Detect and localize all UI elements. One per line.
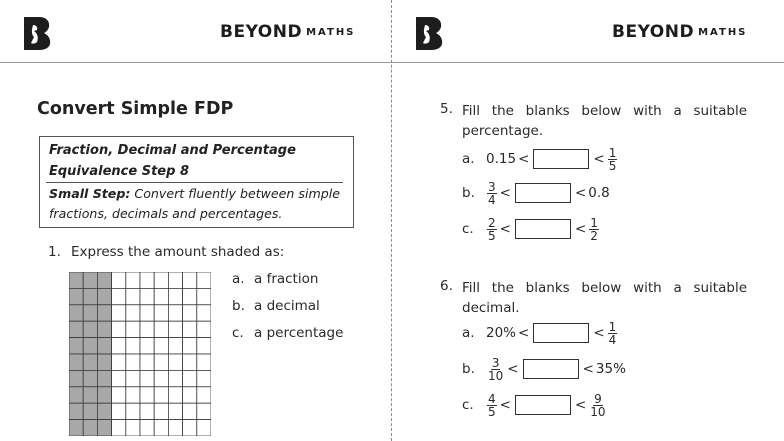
shaded-grid-cell [97, 354, 111, 370]
shaded-grid-cell [83, 305, 97, 321]
grid-cell [183, 387, 197, 403]
grid-cell [140, 338, 154, 354]
grid-cell [183, 370, 197, 386]
grid-cell [126, 387, 140, 403]
grid-cell [197, 403, 211, 419]
q5b-left-fraction [487, 181, 497, 206]
q5c-less-than: < [574, 221, 587, 237]
q5a-row [462, 147, 618, 171]
q6a-numerator: 1 [608, 319, 617, 334]
q1b-text: a decimal [254, 298, 320, 314]
grid-cell [154, 420, 168, 436]
grid-cell [183, 305, 197, 321]
grid-cell [168, 420, 182, 436]
grid-cell [197, 305, 211, 321]
small-step-label: Small Step: [49, 186, 131, 201]
grid-cell [140, 288, 154, 304]
grid-cell [112, 403, 126, 419]
grid-cell [197, 321, 211, 337]
grid-cell [140, 272, 154, 288]
grid-cell [197, 338, 211, 354]
shaded-grid-cell [97, 338, 111, 354]
shaded-grid-cell [69, 305, 83, 321]
grid-cell [154, 403, 168, 419]
grid-cell [168, 403, 182, 419]
shaded-grid-cell [69, 370, 83, 386]
q5c-denominator: 2 [590, 228, 598, 243]
grid-cell [183, 420, 197, 436]
q6b-right-value: 35% [595, 361, 626, 377]
q5a-less-than: < [593, 151, 605, 167]
brand-wordmark [612, 22, 747, 42]
q5a-answer-blank[interactable] [533, 149, 589, 169]
q6c-row [462, 393, 608, 417]
grid-cell [154, 272, 168, 288]
shaded-grid-cell [83, 387, 97, 403]
grid-cell [112, 272, 126, 288]
q5c-left-fraction [487, 217, 497, 242]
grid-cell [126, 305, 140, 321]
q6a-row [462, 321, 618, 345]
grid-cell [140, 305, 154, 321]
q6c-numerator: 9 [594, 391, 602, 406]
grid-cell [112, 387, 126, 403]
q1c-text: a percentage [254, 325, 344, 341]
q5a-left-value: 0.15 [486, 151, 517, 167]
grid-cell [168, 354, 182, 370]
shaded-grid-cell [83, 370, 97, 386]
q5c-right-fraction [589, 217, 599, 242]
grid-cell [197, 370, 211, 386]
shaded-grid-cell [83, 288, 97, 304]
page-divider [391, 0, 392, 441]
q5b-less-than: < [499, 185, 511, 201]
beyond-logo-icon [22, 16, 52, 50]
hundred-square-grid [69, 272, 211, 436]
grid-cell [183, 272, 197, 288]
grid-cell [112, 354, 126, 370]
shaded-grid-cell [97, 403, 111, 419]
q6b-letter: b. [462, 361, 475, 377]
brand-big-text: BEYOND [220, 22, 303, 42]
shaded-grid-cell [97, 272, 111, 288]
grid-cell [168, 288, 182, 304]
shaded-grid-cell [69, 403, 83, 419]
shaded-grid-cell [83, 272, 97, 288]
grid-cell [140, 420, 154, 436]
shaded-grid-cell [97, 305, 111, 321]
grid-cell [154, 338, 168, 354]
header-divider [0, 62, 784, 63]
q5c-answer-blank[interactable] [515, 219, 571, 239]
q6a-denominator: 4 [608, 332, 617, 347]
q6c-less-than: < [574, 397, 587, 413]
grid-cell [126, 420, 140, 436]
grid-cell [126, 403, 140, 419]
q5c-numerator: 2 [488, 215, 496, 230]
grid-cell [168, 338, 182, 354]
shaded-grid-cell [69, 354, 83, 370]
q1-text: Express the amount shaded as: [71, 244, 285, 260]
shaded-grid-cell [97, 288, 111, 304]
q5a-numerator: 1 [608, 145, 617, 160]
grid-cell [183, 403, 197, 419]
q6c-denominator: 5 [488, 404, 496, 419]
brand-small-text: MATHS [306, 27, 356, 38]
step-info-box [39, 136, 354, 228]
grid-cell [183, 321, 197, 337]
grid-cell [183, 354, 197, 370]
q1-number: 1. [48, 244, 61, 260]
q1a-text: a fraction [254, 271, 319, 287]
q5c-denominator: 5 [488, 228, 496, 243]
q6a-letter: a. [462, 325, 475, 341]
grid-cell [140, 321, 154, 337]
q6c-letter: c. [462, 397, 474, 413]
brand-small-text: MATHS [698, 27, 748, 38]
grid-cell [112, 321, 126, 337]
grid-cell [112, 288, 126, 304]
q6b-numerator: 3 [491, 355, 500, 370]
shaded-grid-cell [69, 338, 83, 354]
q5c-numerator: 1 [590, 215, 598, 230]
grid-cell [168, 370, 182, 386]
q5-text: Fill the blanks below with a suitable percentage. [462, 103, 747, 139]
q6c-denominator: 10 [590, 404, 606, 419]
q6a-less-than: < [518, 325, 530, 341]
small-step [49, 184, 354, 224]
grid-cell [112, 305, 126, 321]
grid-cell [197, 288, 211, 304]
q6a-left-value: 20% [486, 325, 517, 341]
q1c-letter: c. [232, 325, 244, 341]
q5b-numerator: 3 [488, 179, 496, 194]
shaded-grid-cell [83, 338, 97, 354]
q5b-letter: b. [462, 185, 475, 201]
grid-cell [183, 288, 197, 304]
q5b-row [462, 181, 610, 205]
shaded-grid-cell [83, 420, 97, 436]
grid-cell [126, 272, 140, 288]
grid-cell [154, 370, 168, 386]
shaded-grid-cell [69, 321, 83, 337]
q6c-left-fraction [487, 393, 497, 418]
small-step-text: Convert fluently between simple fractions, decimals and percentages. [49, 186, 340, 221]
q5b-right-value: 0.8 [588, 185, 610, 201]
grid-cell [112, 420, 126, 436]
grid-cell [183, 338, 197, 354]
q6b-row [462, 357, 626, 381]
q5a-denominator: 5 [608, 158, 617, 173]
grid-cell [126, 354, 140, 370]
grid-cell [154, 387, 168, 403]
grid-cell [140, 403, 154, 419]
q6c-numerator: 4 [488, 391, 496, 406]
q6a-right-fraction [608, 321, 618, 346]
q6c-right-fraction [589, 393, 606, 418]
q6b-less-than: < [507, 361, 519, 377]
q5a-right-fraction [608, 147, 618, 172]
shaded-grid-cell [97, 370, 111, 386]
q1b-letter: b. [232, 298, 245, 314]
q5a-less-than: < [518, 151, 530, 167]
grid-cell [154, 321, 168, 337]
grid-cell [126, 338, 140, 354]
q5c-letter: c. [462, 221, 474, 237]
q6-text: Fill the blanks below with a suitable decimal. [462, 280, 747, 316]
q6b-denominator: 10 [488, 368, 504, 383]
box-divider [46, 182, 343, 183]
shaded-grid-cell [97, 321, 111, 337]
shaded-grid-cell [69, 272, 83, 288]
grid-cell [197, 272, 211, 288]
q5c-row [462, 217, 600, 241]
grid-cell [154, 288, 168, 304]
step-title: Fraction, Decimal and Percentage Equivalence Step 8 [49, 143, 296, 179]
q5b-denominator: 4 [488, 192, 496, 207]
q6a-less-than: < [593, 325, 605, 341]
page-title: Convert Simple FDP [37, 99, 234, 119]
q6c-answer-blank[interactable] [515, 395, 571, 415]
grid-cell [112, 338, 126, 354]
grid-cell [140, 354, 154, 370]
shaded-grid-cell [83, 403, 97, 419]
q6b-answer-blank[interactable] [523, 359, 579, 379]
q5b-answer-blank[interactable] [515, 183, 571, 203]
grid-cell [197, 420, 211, 436]
q6a-answer-blank[interactable] [533, 323, 589, 343]
q5-number: 5. [440, 101, 453, 117]
shaded-grid-cell [97, 387, 111, 403]
grid-cell [126, 321, 140, 337]
q1a-letter: a. [232, 271, 245, 287]
grid-cell [168, 321, 182, 337]
brand-wordmark [220, 22, 355, 42]
grid-cell [197, 387, 211, 403]
q6b-left-fraction [487, 357, 504, 382]
q6-number: 6. [440, 278, 453, 294]
brand-big-text: BEYOND [612, 22, 695, 42]
shaded-grid-cell [83, 354, 97, 370]
grid-cell [140, 370, 154, 386]
grid-cell [154, 354, 168, 370]
q5a-letter: a. [462, 151, 475, 167]
grid-cell [140, 387, 154, 403]
grid-cell [197, 354, 211, 370]
q5b-less-than: < [574, 185, 587, 201]
grid-cell [154, 305, 168, 321]
grid-cell [168, 272, 182, 288]
q6b-less-than: < [582, 361, 594, 377]
grid-cell [126, 288, 140, 304]
shaded-grid-cell [69, 420, 83, 436]
q5c-less-than: < [499, 221, 511, 237]
beyond-logo-icon [414, 16, 444, 50]
grid-cell [168, 387, 182, 403]
grid-cell [126, 370, 140, 386]
shaded-grid-cell [97, 420, 111, 436]
q6c-less-than: < [499, 397, 511, 413]
shaded-grid-cell [69, 288, 83, 304]
shaded-grid-cell [69, 387, 83, 403]
grid-cell [168, 305, 182, 321]
shaded-grid-cell [83, 321, 97, 337]
grid-cell [112, 370, 126, 386]
